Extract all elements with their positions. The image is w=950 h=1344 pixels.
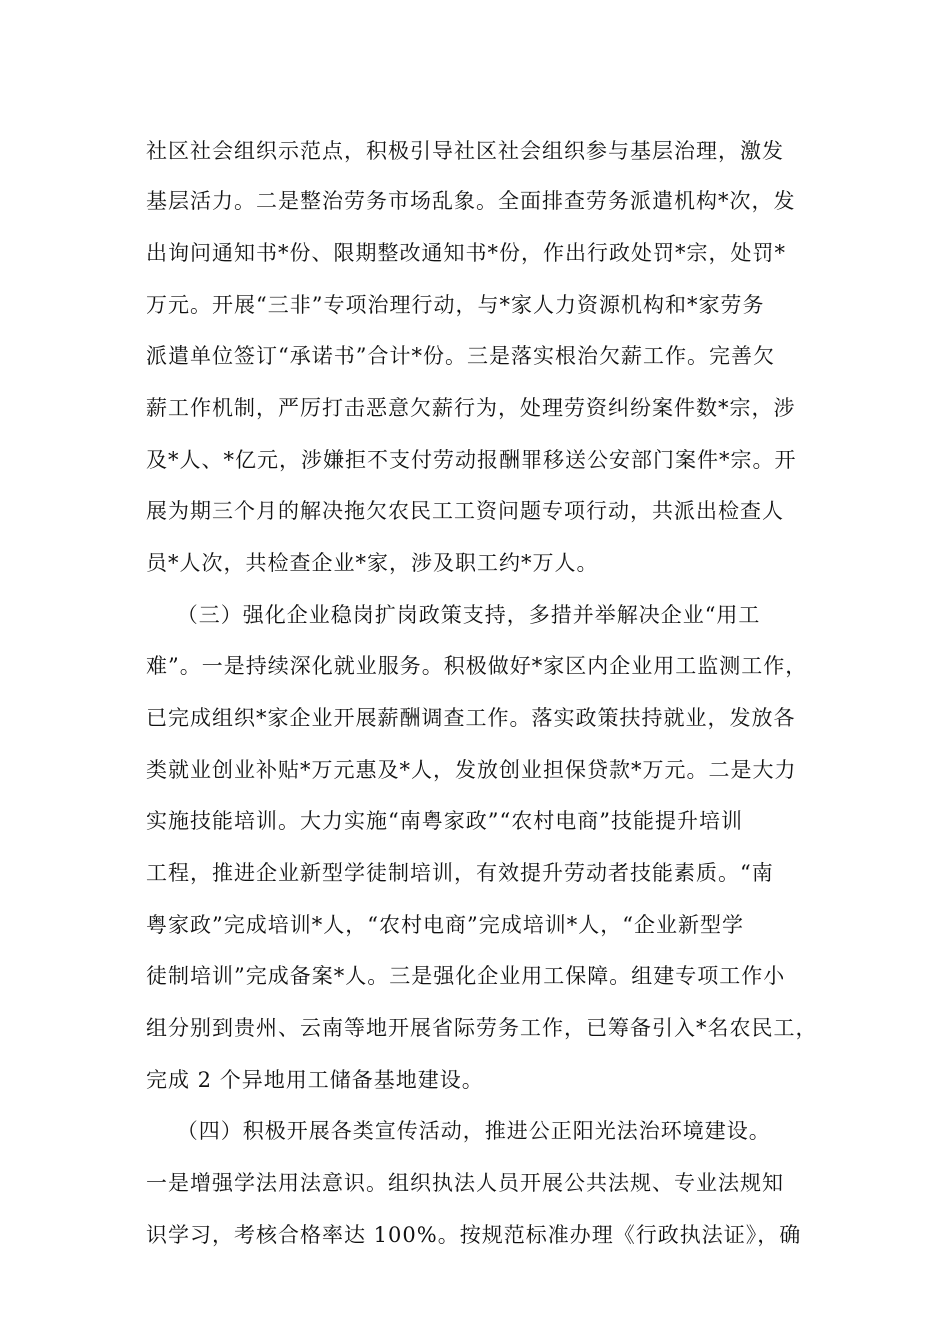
text-line: 徒制培训”完成备案*人。三是强化企业用工保障。组建专项工作小 [146,964,786,988]
text-line: 识学习，考核合格率达 100%。按规范标准办理《行政执法证》，确 [146,1223,802,1247]
section-heading-line: （四）积极开展各类宣传活动，推进公正阳光法治环境建设。 [146,1119,771,1143]
text-line: 基层活力。二是整治劳务市场乱象。全面排查劳务派遣机构*次，发 [146,189,796,213]
text-line: 出询问通知书*份、限期整改通知书*份，作出行政处罚*宗，处罚* [146,241,786,265]
text-line: 万元。开展“三非”专项治理行动，与*家人力资源机构和*家劳务 [146,293,765,317]
text-line: 完成 2 个异地用工储备基地建设。 [146,1068,484,1092]
text-line: 实施技能培训。大力实施“南粤家政”“农村电商”技能提升培训 [146,809,743,833]
text-line: 粤家政”完成培训*人，“农村电商”完成培训*人，“企业新型学 [146,913,744,937]
text-line: 难”。一是持续深化就业服务。积极做好*家区内企业用工监测工作， [146,654,808,678]
text-line: 组分别到贵州、云南等地开展省际劳务工作，已筹备引入*名农民工， [146,1016,818,1040]
section-heading-line: （三）强化企业稳岗扩岗政策支持，多措并举解决企业“用工 [146,603,761,627]
text-line: 已完成组织*家企业开展薪酬调查工作。落实政策扶持就业，发放各 [146,706,796,730]
text-line: 社区社会组织示范点，积极引导社区社会组织参与基层治理，激发 [146,139,784,163]
text-line: 薪工作机制，严厉打击恶意欠薪行为，处理劳资纠纷案件数*宗，涉 [146,396,796,420]
text-line: 派遣单位签订“承诺书”合计*份。三是落实根治欠薪工作。完善欠 [146,344,775,368]
text-line: 类就业创业补贴*万元惠及*人，发放创业担保贷款*万元。二是大力 [146,758,797,782]
text-line: 及*人、*亿元，涉嫌拒不支付劳动报酬罪移送公安部门案件*宗。开 [146,448,797,472]
text-line: 一是增强学法用法意识。组织执法人员开展公共法规、专业法规知 [146,1171,784,1195]
text-line: 工程，推进企业新型学徒制培训，有效提升劳动者技能素质。“南 [146,861,774,885]
text-line: 展为期三个月的解决拖欠农民工工资问题专项行动，共派出检查人 [146,499,784,523]
text-line: 员*人次，共检查企业*家，涉及职工约*万人。 [146,551,599,575]
